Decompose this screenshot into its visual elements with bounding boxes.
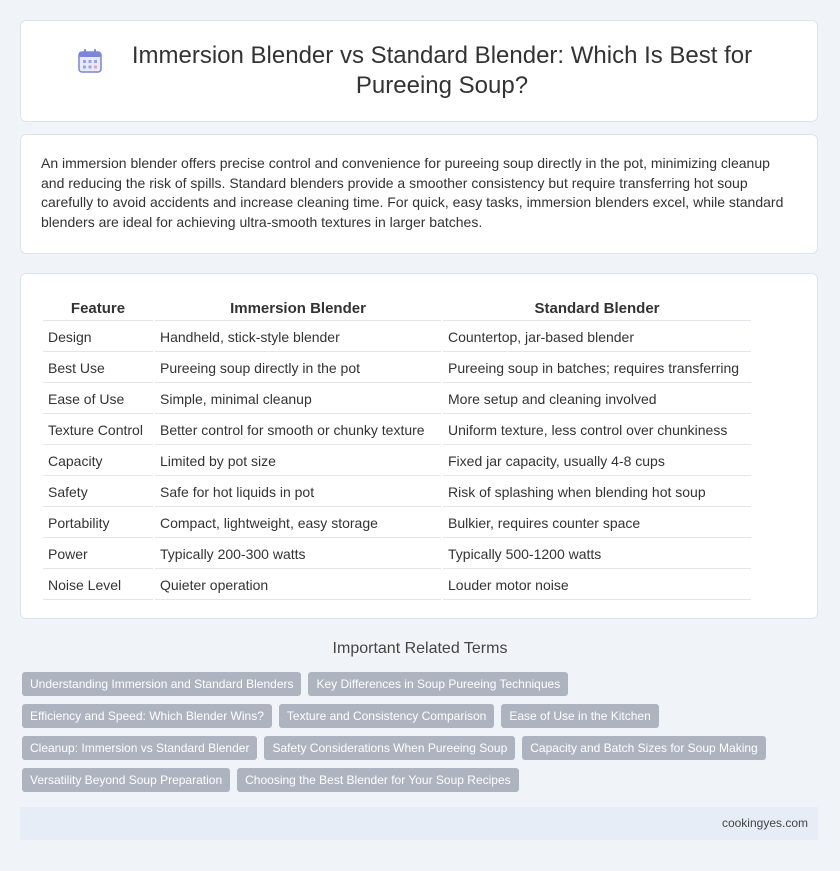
feature-cell: Texture Control	[43, 416, 153, 445]
column-header-feature: Feature	[43, 296, 153, 321]
standard-cell: Pureeing soup in batches; requires transferring	[443, 354, 751, 383]
intro-card	[20, 134, 818, 254]
comparison-card	[20, 273, 818, 619]
feature-cell: Portability	[43, 509, 153, 538]
standard-cell: Fixed jar capacity, usually 4-8 cups	[443, 447, 751, 476]
related-terms-list	[22, 672, 822, 792]
related-term-link[interactable]: Capacity and Batch Sizes for Soup Making	[522, 736, 765, 760]
feature-cell: Best Use	[43, 354, 153, 383]
header-inner	[76, 41, 762, 101]
related-term-link[interactable]: Choosing the Best Blender for Your Soup Recipes	[237, 768, 519, 792]
standard-cell: More setup and cleaning involved	[443, 385, 751, 414]
related-term-link[interactable]: Key Differences in Soup Pureeing Techniques	[308, 672, 568, 696]
standard-cell: Typically 500-1200 watts	[443, 540, 751, 569]
immersion-cell: Pureeing soup directly in the pot	[155, 354, 441, 383]
immersion-cell: Quieter operation	[155, 571, 441, 600]
related-term-link[interactable]: Ease of Use in the Kitchen	[501, 704, 658, 728]
standard-cell: Louder motor noise	[443, 571, 751, 600]
immersion-cell: Typically 200-300 watts	[155, 540, 441, 569]
table-row	[43, 323, 751, 352]
standard-cell: Bulkier, requires counter space	[443, 509, 751, 538]
feature-cell: Noise Level	[43, 571, 153, 600]
header-card	[20, 20, 818, 122]
feature-cell: Capacity	[43, 447, 153, 476]
table-row	[43, 447, 751, 476]
related-term-link[interactable]: Texture and Consistency Comparison	[279, 704, 494, 728]
table-row	[43, 416, 751, 445]
related-term-link[interactable]: Versatility Beyond Soup Preparation	[22, 768, 230, 792]
comparison-table	[41, 294, 753, 602]
intro-paragraph: An immersion blender offers precise control and convenience for pureeing soup directly in the pot, minimizing cleanup and reducing the risk of spills. Standard blenders provide a smoother consistency but require transferring hot soup carefully to avoid accidents and increase cleaning time. For quick, easy tasks, immersion blenders excel, while standard blenders are ideal for achieving ultra-smooth textures in larger batches.	[41, 155, 784, 230]
immersion-cell: Limited by pot size	[155, 447, 441, 476]
table-row	[43, 571, 751, 600]
table-row	[43, 540, 751, 569]
column-header-immersion: Immersion Blender	[155, 296, 441, 321]
related-terms-heading: Important Related Terms	[332, 640, 508, 657]
immersion-cell: Safe for hot liquids in pot	[155, 478, 441, 507]
feature-cell: Ease of Use	[43, 385, 153, 414]
footer	[20, 807, 818, 840]
table-row	[43, 478, 751, 507]
feature-cell: Power	[43, 540, 153, 569]
feature-cell: Design	[43, 323, 153, 352]
page-title: Immersion Blender vs Standard Blender: Which Is Best for Pureeing Soup?	[131, 42, 753, 99]
immersion-cell: Better control for smooth or chunky texture	[155, 416, 441, 445]
immersion-cell: Compact, lightweight, easy storage	[155, 509, 441, 538]
table-header-row	[43, 296, 751, 321]
calendar-grid-icon	[76, 47, 104, 75]
table-row	[43, 354, 751, 383]
related-term-link[interactable]: Safety Considerations When Pureeing Soup	[264, 736, 515, 760]
standard-cell: Risk of splashing when blending hot soup	[443, 478, 751, 507]
feature-cell: Safety	[43, 478, 153, 507]
immersion-cell: Handheld, stick-style blender	[155, 323, 441, 352]
standard-cell: Uniform texture, less control over chunkiness	[443, 416, 751, 445]
related-term-link[interactable]: Understanding Immersion and Standard Blenders	[22, 672, 301, 696]
related-term-link[interactable]: Cleanup: Immersion vs Standard Blender	[22, 736, 257, 760]
immersion-cell: Simple, minimal cleanup	[155, 385, 441, 414]
column-header-standard: Standard Blender	[443, 296, 751, 321]
footer-site-name[interactable]: cookingyes.com	[721, 816, 808, 830]
table-row	[43, 509, 751, 538]
table-row	[43, 385, 751, 414]
related-term-link[interactable]: Efficiency and Speed: Which Blender Wins?	[22, 704, 272, 728]
standard-cell: Countertop, jar-based blender	[443, 323, 751, 352]
